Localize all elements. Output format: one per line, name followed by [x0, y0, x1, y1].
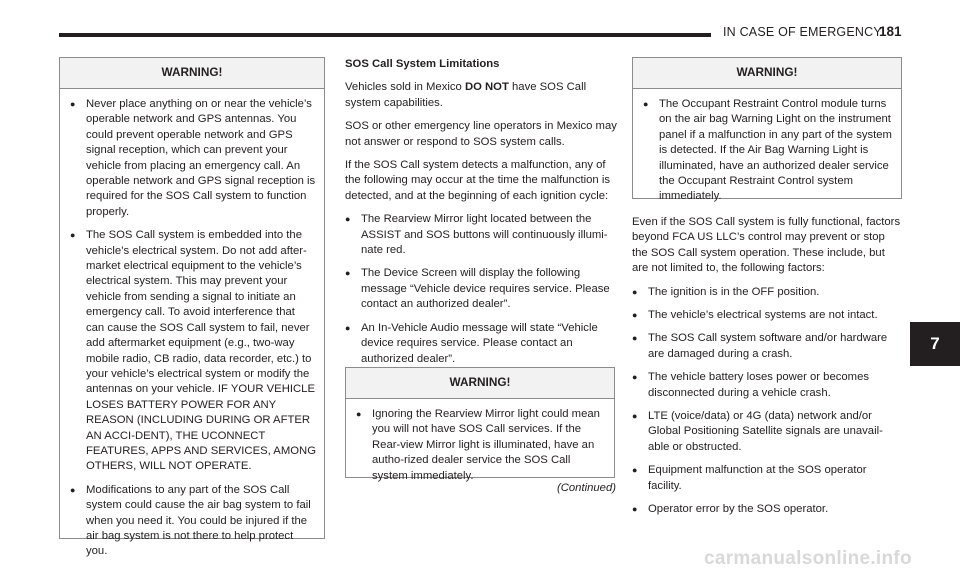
bullet-icon: ●: [345, 322, 351, 333]
list-item: ● The SOS Call system is embedded into the vehicle’s electrical system. Do not add after-market electrical equipment to the vehicle’s electrical system. This may prevent your vehicle from sending a signal to initiate an emergency call. To avoid interference that can cause the SOS Call system to fail, never add aftermarket equipment (e.g., two-way mobile radio, CB radio, data recorder, etc.) to your vehicle’s electrical system or modify the antennas on your vehicle. IF YOUR VEHICLE LOSES BATTERY POWER FOR ANY REASON (INCLUDING DURING OR AFTER AN ACCI-DENT), THE UCONNECT FEATURES, APPS AND SERVICES, AMONG OTHERS, WILL NOT OPERATE.: [70, 229, 316, 473]
middle-warning-box: [345, 367, 615, 482]
header-rule: [59, 33, 711, 37]
watermark: carmanualsonline.info: [704, 548, 912, 569]
paragraph: If the SOS Call system detects a malfunction, any of the following may occur at the time the malfunction is detected, and at the beginning of each ignition cycle:: [345, 159, 610, 202]
list-item: ● An In-Vehicle Audio message will state “Vehicle device requires service. Please contact an authorized dealer”.: [345, 321, 598, 365]
list-item: ● Never place anything on or near the vehicle’s operable network and GPS antennas. You could prevent operable network and GPS signal reception, which can prevent your vehicle from placing an emergency call. An operable network and GPS signal reception is required for the SOS Call system to function properly.: [70, 98, 316, 218]
list-item: ● The ignition is in the OFF position.: [632, 285, 902, 300]
section-subheading: SOS Call System Limitations: [345, 58, 500, 70]
list-item: ● The vehicle battery loses power or becomes disconnected during a vehicle crash.: [632, 371, 870, 399]
bullet-icon: ●: [70, 484, 76, 495]
bullet-icon: ●: [632, 333, 638, 344]
list-item: ● The Rearview Mirror light located between the ASSIST and SOS buttons will continuously illumi-nate red.: [345, 213, 608, 257]
bullet-icon: ●: [632, 465, 638, 476]
paragraph: Even if the SOS Call system is fully functional, factors beyond FCA US LLC’s control may prevent or stop the SOS Call system operation. These include, but are not limited to, the following factors:: [632, 216, 901, 275]
bullet-icon: ●: [632, 310, 638, 321]
bullet-icon: ●: [356, 409, 362, 419]
bullet-icon: ●: [632, 411, 638, 422]
warning-body: [346, 399, 614, 490]
warning-heading: WARNING!: [346, 368, 614, 399]
middle-column: [345, 57, 617, 367]
left-warning-box: [59, 57, 325, 558]
list-item: ● Modifications to any part of the SOS Call system could cause the air bag system to fail when you need it. You could be injured if the air bag system is not there to help protect you.: [70, 483, 311, 558]
bullet-icon: ●: [345, 214, 351, 225]
bullet-icon: ●: [632, 504, 638, 515]
list-item: ● The Device Screen will display the following message “Vehicle device requires service. Please contact an authorized dealer”.: [345, 267, 610, 311]
list-item: ● LTE (voice/data) or 4G (data) network and/or Global Positioning Satellite signals are unavail-able or obstructed.: [632, 410, 883, 453]
section-title: IN CASE OF EMERGENCY: [723, 25, 882, 39]
paragraph: Vehicles sold in Mexico DO NOT have SOS Call system capabilities.: [345, 81, 587, 109]
bullet-icon: ●: [632, 286, 638, 297]
bullet-icon: ●: [70, 230, 76, 241]
bullet-icon: ●: [345, 268, 351, 279]
bullet-icon: ●: [632, 372, 638, 383]
list-item: ● The Occupant Restraint Control module turns on the air bag Warning Light on the instrument panel if a malfunction in any part of the system is detected. If the Air Bag Warning Light is illuminated, have an authorized dealer service the Occupant Restraint Control system immediately.: [643, 98, 892, 203]
list-item: ● Equipment malfunction at the SOS operator facility.: [632, 464, 867, 492]
warning-body: [60, 89, 324, 566]
bullet-icon: ●: [643, 99, 649, 109]
list-item: ● Operator error by the SOS operator.: [632, 502, 902, 517]
warning-heading: WARNING!: [633, 58, 901, 89]
warning-heading: WARNING!: [60, 58, 324, 89]
warning-body: [633, 89, 901, 211]
bullet-icon: ●: [70, 99, 76, 109]
page-number: 181: [879, 24, 902, 39]
continued-note: (Continued): [556, 482, 616, 494]
list-item: ● The vehicle’s electrical systems are not intact.: [632, 308, 902, 323]
list-item: ● Ignoring the Rearview Mirror light could mean you will not have SOS Call services. If the Rear-view Mirror light is illuminated, have an autho-rized dealer service the SOS Call system immediately.: [356, 408, 600, 482]
chapter-tab[interactable]: 7: [910, 322, 960, 366]
paragraph: SOS or other emergency line operators in Mexico may not answer or respond to SOS system calls.: [345, 120, 617, 148]
right-column: [632, 215, 902, 518]
list-item: ● The SOS Call system software and/or hardware are damaged during a crash.: [632, 332, 888, 360]
right-warning-box: [632, 57, 902, 203]
